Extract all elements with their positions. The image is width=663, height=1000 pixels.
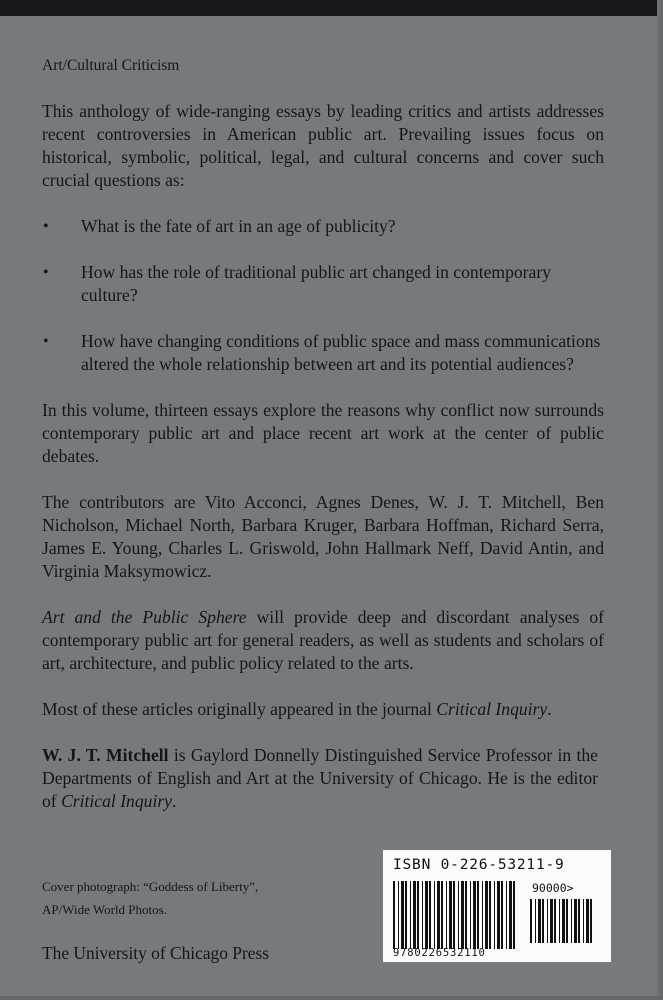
editor-bio-journal: Critical Inquiry [61,791,172,811]
barcode-bar [485,881,488,949]
right-edge-shadow [657,0,663,1000]
barcode-bar [401,881,404,949]
isbn-label: ISBN 0-226-53211-9 [393,857,565,873]
barcode-bar [550,899,553,943]
category-label: Art/Cultural Criticism [42,57,180,74]
question-item [42,330,604,376]
barcode-bar [461,881,464,949]
barcode-bar [453,881,455,949]
ean-barcode [393,881,517,949]
barcode-bar [398,881,399,949]
barcode-bar [590,899,592,943]
question-list [42,215,604,376]
barcode-bar [477,881,479,949]
barcode-bar [574,899,577,943]
barcode-bar [482,881,483,949]
barcode-bar [434,881,435,949]
barcode-bar [473,881,476,949]
book-description-paragraph [42,606,604,675]
barcode-bar [547,899,548,943]
barcode-bar [429,881,431,949]
barcode-bar [405,881,407,949]
barcode-bar [509,881,512,949]
intro-paragraph: This anthology of wide-ranging essays by leading critics and artists addresses recent controversies in American public art. Prevailing issues focus on historical, symbolic, political, legal, and cultural concerns and cover such crucial questions as: [42,101,604,190]
bullet-icon: • [43,333,49,350]
barcode-bar [417,881,419,949]
price-code: 90000> [532,881,574,895]
isbn-barcode-panel [383,850,611,962]
barcode-bar [571,899,572,943]
bullet-icon: • [43,264,49,281]
barcode-bar [562,899,565,943]
editor-bio-period: . [172,791,177,811]
barcode-bar [497,881,500,949]
question-text: What is the fate of art in an age of publicity? [81,216,396,236]
barcode-bar [449,881,452,949]
question-item [42,215,604,238]
question-item [42,261,604,307]
barcode-bar [425,881,428,949]
publisher-name: The University of Chicago Press [42,943,270,963]
barcode-bar [410,881,411,949]
book-title: Art and the Public Sphere [42,607,247,627]
top-edge-band [0,0,663,16]
barcode-bar [437,881,440,949]
price-addon-barcode [530,899,595,943]
photo-credit-line: AP/Wide World Photos. [42,902,167,917]
cover-text-block [42,56,604,813]
editor-bio-paragraph [42,744,598,813]
barcode-bar [559,899,560,943]
barcode-bar [506,881,507,949]
barcode-bar [513,881,515,949]
ean-number: 9780226532110 [393,947,486,959]
contributors-paragraph: The contributors are Vito Acconci, Agnes Denes, W. J. T. Mitchell, Ben Nicholson, Michael North, Barbara Kruger, Barbara Hoffman, Richard Serra, James E. Young, Charles L. Griswold, John Hallmark Neff, David Antin, and Virginia Maksymowicz. [42,492,604,581]
editor-bio-text: is Gaylord Donnelly Distinguished Service Professor in the Departments of English and Art at the University of Chicago. He is the editor of [42,745,598,811]
barcode-bar [494,881,495,949]
barcode-bar [535,899,536,943]
barcode-bar [586,899,589,943]
bullet-icon: • [43,218,49,235]
barcode-bar [489,881,491,949]
essays-paragraph: In this volume, thirteen essays explore the reasons why conflict now surrounds contemporary public art and place recent art work at the center of public debates. [42,400,604,466]
barcode-bar [578,899,580,943]
barcode-bar [446,881,447,949]
barcode-bar [554,899,556,943]
photo-credit [42,875,332,921]
photo-credit-line: Cover photograph: “Goddess of Liberty”, [42,879,259,894]
barcode-bar [542,899,544,943]
question-text: How have changing conditions of public space and mass communications altered the whole relationship between art and its potential audiences? [81,331,601,374]
origin-text: Most of these articles originally appeared in the journal [42,699,437,719]
origin-paragraph [42,698,604,721]
barcode-bar [441,881,443,949]
barcode-bar [566,899,568,943]
barcode-bar [470,881,471,949]
book-description-text: will provide deep and discordant analyses of contemporary public art for general readers, as well as students and scholars of art, architecture, and public policy related to the arts. [42,607,604,673]
barcode-bar [538,899,541,943]
barcode-bar [413,881,416,949]
barcode-bar [458,881,459,949]
bottom-edge-shadow [0,996,663,1000]
editor-name: W. J. T. Mitchell [42,745,169,765]
barcode-bar [501,881,503,949]
barcode-bar [583,899,584,943]
journal-title: Critical Inquiry [436,699,548,719]
barcode-bar [465,881,467,949]
barcode-bar [393,881,395,949]
origin-period: . [547,699,552,719]
barcode-bar [530,899,532,943]
question-text: How has the role of traditional public art changed in contemporary culture? [81,262,551,305]
barcode-bar [422,881,423,949]
